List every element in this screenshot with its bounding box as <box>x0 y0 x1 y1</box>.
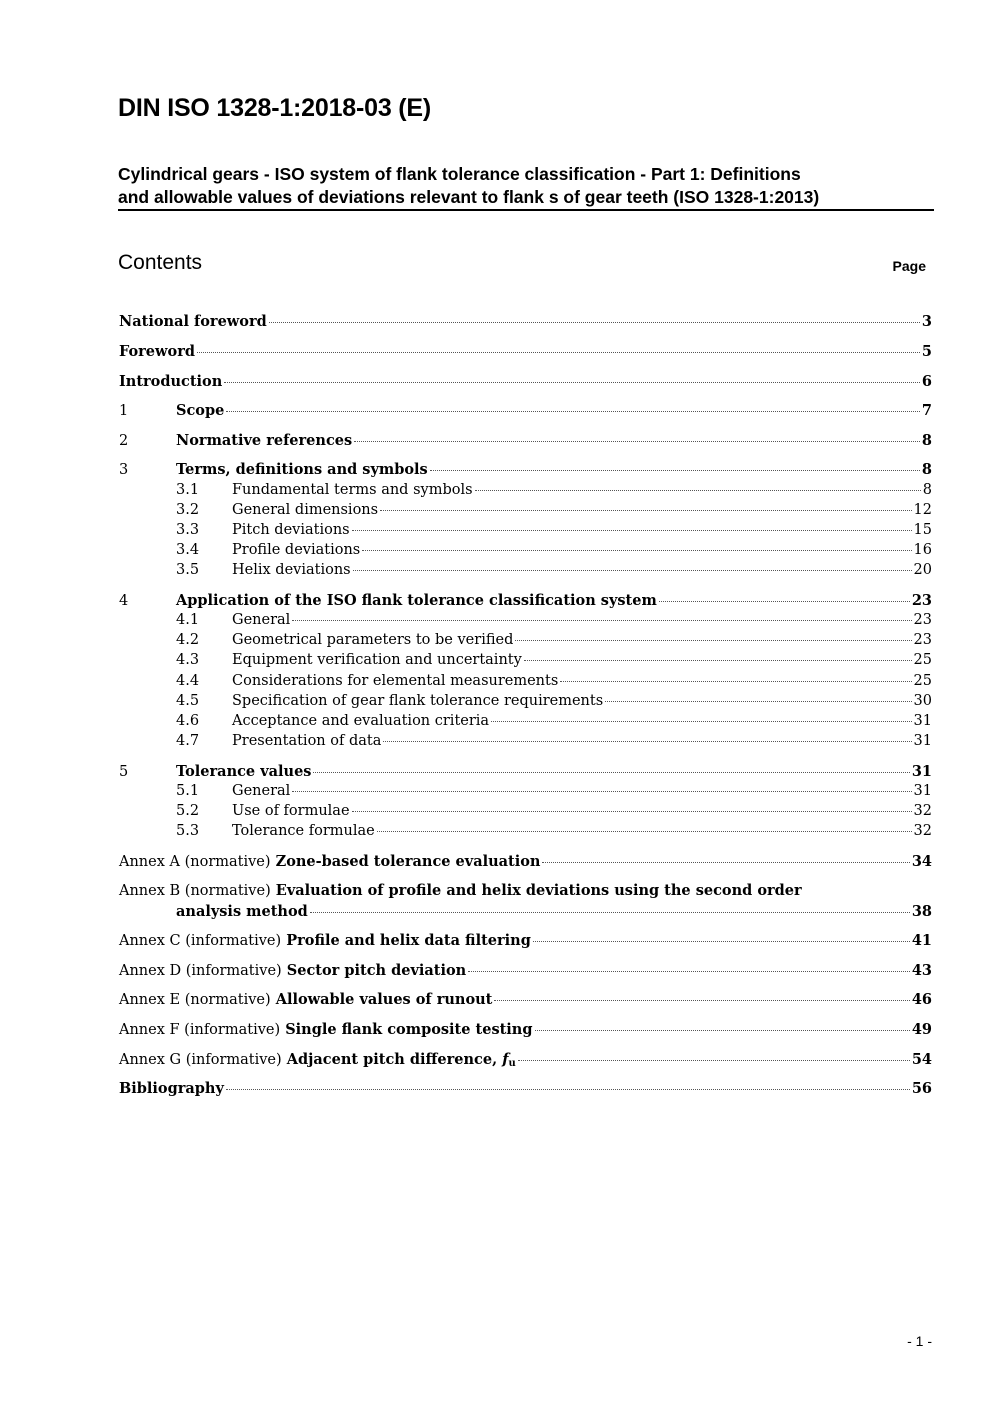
toc-title: Profile and helix data filtering <box>286 932 531 949</box>
toc-leader <box>310 912 910 913</box>
toc-page: 7 <box>921 402 932 419</box>
toc-number: 2 <box>119 433 129 449</box>
toc-title: Zone-based tolerance evaluation <box>275 853 541 870</box>
toc-title: Normative references <box>176 432 353 449</box>
document-subtitle <box>118 163 934 209</box>
toc-title: General <box>232 783 291 799</box>
toc-page: 54 <box>911 1051 932 1068</box>
toc-title: Allowable values of runout <box>275 991 493 1008</box>
toc-leader <box>362 550 911 551</box>
toc-title: Helix deviations <box>232 562 351 578</box>
toc-entry-section-3[interactable] <box>119 461 932 481</box>
toc-title: National foreword <box>119 313 267 330</box>
toc-entry-annex-g[interactable] <box>119 1051 932 1071</box>
toc-number: 4.6 <box>176 713 200 729</box>
toc-entry-annex-a[interactable] <box>119 853 932 873</box>
toc-entry-section-3-4[interactable] <box>119 542 932 562</box>
toc-number: 3.4 <box>176 542 200 558</box>
toc-entry-section-4-7[interactable] <box>119 733 932 753</box>
toc-entry-section-4-6[interactable] <box>119 713 932 733</box>
toc-annex-label: Annex F (informative) <box>119 1022 281 1038</box>
toc-leader <box>605 701 911 702</box>
toc-leader <box>430 470 920 471</box>
toc-page: 49 <box>911 1021 932 1038</box>
toc-leader <box>313 772 909 773</box>
toc-title: Considerations for elemental measurements <box>232 673 559 689</box>
toc-number: 3.1 <box>176 482 200 498</box>
toc-annex-label: Annex C (informative) <box>119 933 282 949</box>
toc-title: Acceptance and evaluation criteria <box>232 713 490 729</box>
toc-entry-section-5-3[interactable] <box>119 823 932 843</box>
toc-entry-section-4-3[interactable] <box>119 652 932 672</box>
toc-leader <box>352 811 912 812</box>
toc-number: 4.1 <box>176 612 200 628</box>
toc-number: 4.2 <box>176 632 200 648</box>
toc-leader <box>224 382 920 383</box>
toc-number: 3.2 <box>176 502 200 518</box>
toc-leader <box>353 570 912 571</box>
toc-entry-section-4[interactable] <box>119 592 932 612</box>
toc-page: 15 <box>913 522 932 538</box>
toc-leader <box>354 441 920 442</box>
toc-title-continuation: analysis method <box>176 903 308 920</box>
toc-entry-annex-c[interactable] <box>119 932 932 952</box>
toc-entry-section-4-4[interactable] <box>119 673 932 693</box>
toc-page: 25 <box>913 673 932 689</box>
toc-page: 3 <box>921 313 932 330</box>
toc-entry-section-3-2[interactable] <box>119 502 932 522</box>
toc-page: 20 <box>913 562 932 578</box>
toc-title: Foreword <box>119 343 195 360</box>
toc-entry-annex-f[interactable] <box>119 1021 932 1041</box>
toc-entry-section-4-2[interactable] <box>119 632 932 652</box>
toc-leader <box>380 510 911 511</box>
toc-entry-section-4-5[interactable] <box>119 693 932 713</box>
toc-leader <box>533 941 910 942</box>
toc-leader <box>494 1000 909 1001</box>
toc-leader <box>560 681 911 682</box>
toc-leader <box>226 1089 910 1090</box>
toc-entry-section-2[interactable] <box>119 432 932 452</box>
subtitle-line-1: Cylindrical gears - ISO system of flank tolerance classification - Part 1: Definitions <box>118 164 801 184</box>
toc-leader <box>292 620 911 621</box>
toc-page: 16 <box>913 542 932 558</box>
toc-page: 30 <box>913 693 932 709</box>
toc-title: Geometrical parameters to be verified <box>232 632 514 648</box>
toc-title: General <box>232 612 291 628</box>
subtitle-line-2: and allowable values of deviations relevant to flank s of gear teeth (ISO 1328-1:2013) <box>118 187 820 207</box>
toc-leader <box>352 530 912 531</box>
toc-page: 34 <box>911 853 932 870</box>
toc-number: 3 <box>119 462 129 478</box>
toc-page: 56 <box>911 1080 932 1097</box>
toc-leader <box>383 741 911 742</box>
toc-number: 4.7 <box>176 733 200 749</box>
toc-title: Equipment verification and uncertainty <box>232 652 522 668</box>
toc-page: 8 <box>922 482 932 498</box>
toc-leader <box>524 660 912 661</box>
toc-leader <box>475 490 921 491</box>
toc-page: 32 <box>913 823 932 839</box>
toc-page: 23 <box>913 612 932 628</box>
toc-title: Bibliography <box>119 1080 224 1097</box>
toc-entry-section-3-3[interactable] <box>119 522 932 542</box>
toc-title: Pitch deviations <box>232 522 350 538</box>
toc-entry-section-5[interactable] <box>119 763 932 783</box>
toc-leader <box>269 322 920 323</box>
toc-page: 5 <box>921 343 932 360</box>
toc-title: General dimensions <box>232 502 379 518</box>
document-id: DIN ISO 1328-1:2018-03 (E) <box>118 94 432 122</box>
toc-page: 31 <box>911 763 932 780</box>
toc-entry-introduction[interactable] <box>119 373 932 393</box>
toc-page: 46 <box>911 991 932 1008</box>
toc-entry-section-3-1[interactable] <box>119 482 932 502</box>
toc-title: Terms, definitions and symbols <box>176 461 428 478</box>
toc-page: 31 <box>913 783 932 799</box>
toc-page: 12 <box>913 502 932 518</box>
toc-number: 1 <box>119 403 129 419</box>
toc-title: Evaluation of profile and helix deviations using the second order <box>275 882 802 899</box>
toc-page: 23 <box>911 592 932 609</box>
toc-annex-label: Annex E (normative) <box>119 992 271 1008</box>
toc-entry-section-5-1[interactable] <box>119 783 932 803</box>
toc-title: Sector pitch deviation <box>286 962 467 979</box>
toc-leader <box>659 601 910 602</box>
toc-title: Single flank composite testing <box>285 1021 533 1038</box>
toc-entry-annex-b[interactable] <box>119 882 932 902</box>
toc-page: 23 <box>913 632 932 648</box>
toc-leader <box>377 831 912 832</box>
toc-title: Application of the ISO flank tolerance classification system <box>176 592 657 609</box>
toc-entry-section-5-2[interactable] <box>119 803 932 823</box>
toc-entry-annex-e[interactable] <box>119 991 932 1011</box>
toc-entry-annex-d[interactable] <box>119 962 932 982</box>
toc-page: 43 <box>911 962 932 979</box>
toc-entry-section-4-1[interactable] <box>119 612 932 632</box>
toc-entry-national-foreword[interactable] <box>119 313 932 333</box>
contents-heading: Contents <box>118 251 203 274</box>
toc-page: 31 <box>913 733 932 749</box>
toc-title: Scope <box>176 402 225 419</box>
toc-leader <box>468 971 910 972</box>
toc-symbol: f <box>502 1051 509 1068</box>
toc-page: 25 <box>913 652 932 668</box>
toc-number: 3.5 <box>176 562 200 578</box>
toc-entry-section-1[interactable] <box>119 402 932 422</box>
toc-annex-label: Annex A (normative) <box>119 854 271 870</box>
toc-page: 38 <box>911 903 932 920</box>
toc-title: Presentation of data <box>232 733 382 749</box>
toc-title: Profile deviations <box>232 542 361 558</box>
toc-symbol-subscript: u <box>508 1058 516 1069</box>
toc-entry-section-3-5[interactable] <box>119 562 932 582</box>
toc-title: Fundamental terms and symbols <box>232 482 473 498</box>
toc-number: 5.1 <box>176 783 200 799</box>
toc-number: 5.2 <box>176 803 200 819</box>
toc-number: 4.3 <box>176 652 200 668</box>
toc-page: 8 <box>921 461 932 478</box>
page-column-heading: Page <box>892 258 926 274</box>
toc-number: 3.3 <box>176 522 200 538</box>
toc-number: 4.4 <box>176 673 200 689</box>
toc-page: 32 <box>913 803 932 819</box>
toc-annex-label: Annex D (informative) <box>119 963 282 979</box>
toc-number: 5 <box>119 764 129 780</box>
toc-title: Tolerance formulae <box>232 823 375 839</box>
toc-title: Tolerance values <box>176 763 312 780</box>
toc-leader <box>535 1030 910 1031</box>
toc-leader <box>226 411 920 412</box>
toc-leader <box>542 862 909 863</box>
toc-leader <box>491 721 911 722</box>
toc-title: Use of formulae <box>232 803 350 819</box>
toc-leader <box>292 791 911 792</box>
toc-annex-label: Annex G (informative) <box>119 1052 282 1068</box>
toc-number: 5.3 <box>176 823 200 839</box>
toc-page: 31 <box>913 713 932 729</box>
toc-title: Introduction <box>119 373 223 390</box>
toc-entry-bibliography[interactable] <box>119 1080 932 1100</box>
toc-leader <box>518 1060 910 1061</box>
page-number: - 1 - <box>907 1333 932 1349</box>
toc-entry-foreword[interactable] <box>119 343 932 363</box>
subtitle-underline <box>118 209 934 211</box>
toc-leader <box>197 352 920 353</box>
toc-annex-label: Annex B (normative) <box>119 883 271 899</box>
toc-number: 4.5 <box>176 693 200 709</box>
toc-page: 6 <box>921 373 932 390</box>
toc-number: 4 <box>119 593 129 609</box>
toc-entry-annex-b-continued[interactable] <box>119 903 932 923</box>
toc-leader <box>515 640 911 641</box>
toc-title: Specification of gear flank tolerance requirements <box>232 693 604 709</box>
toc-page: 8 <box>921 432 932 449</box>
toc-page: 41 <box>911 932 932 949</box>
toc-title: Adjacent pitch difference, <box>286 1051 498 1068</box>
